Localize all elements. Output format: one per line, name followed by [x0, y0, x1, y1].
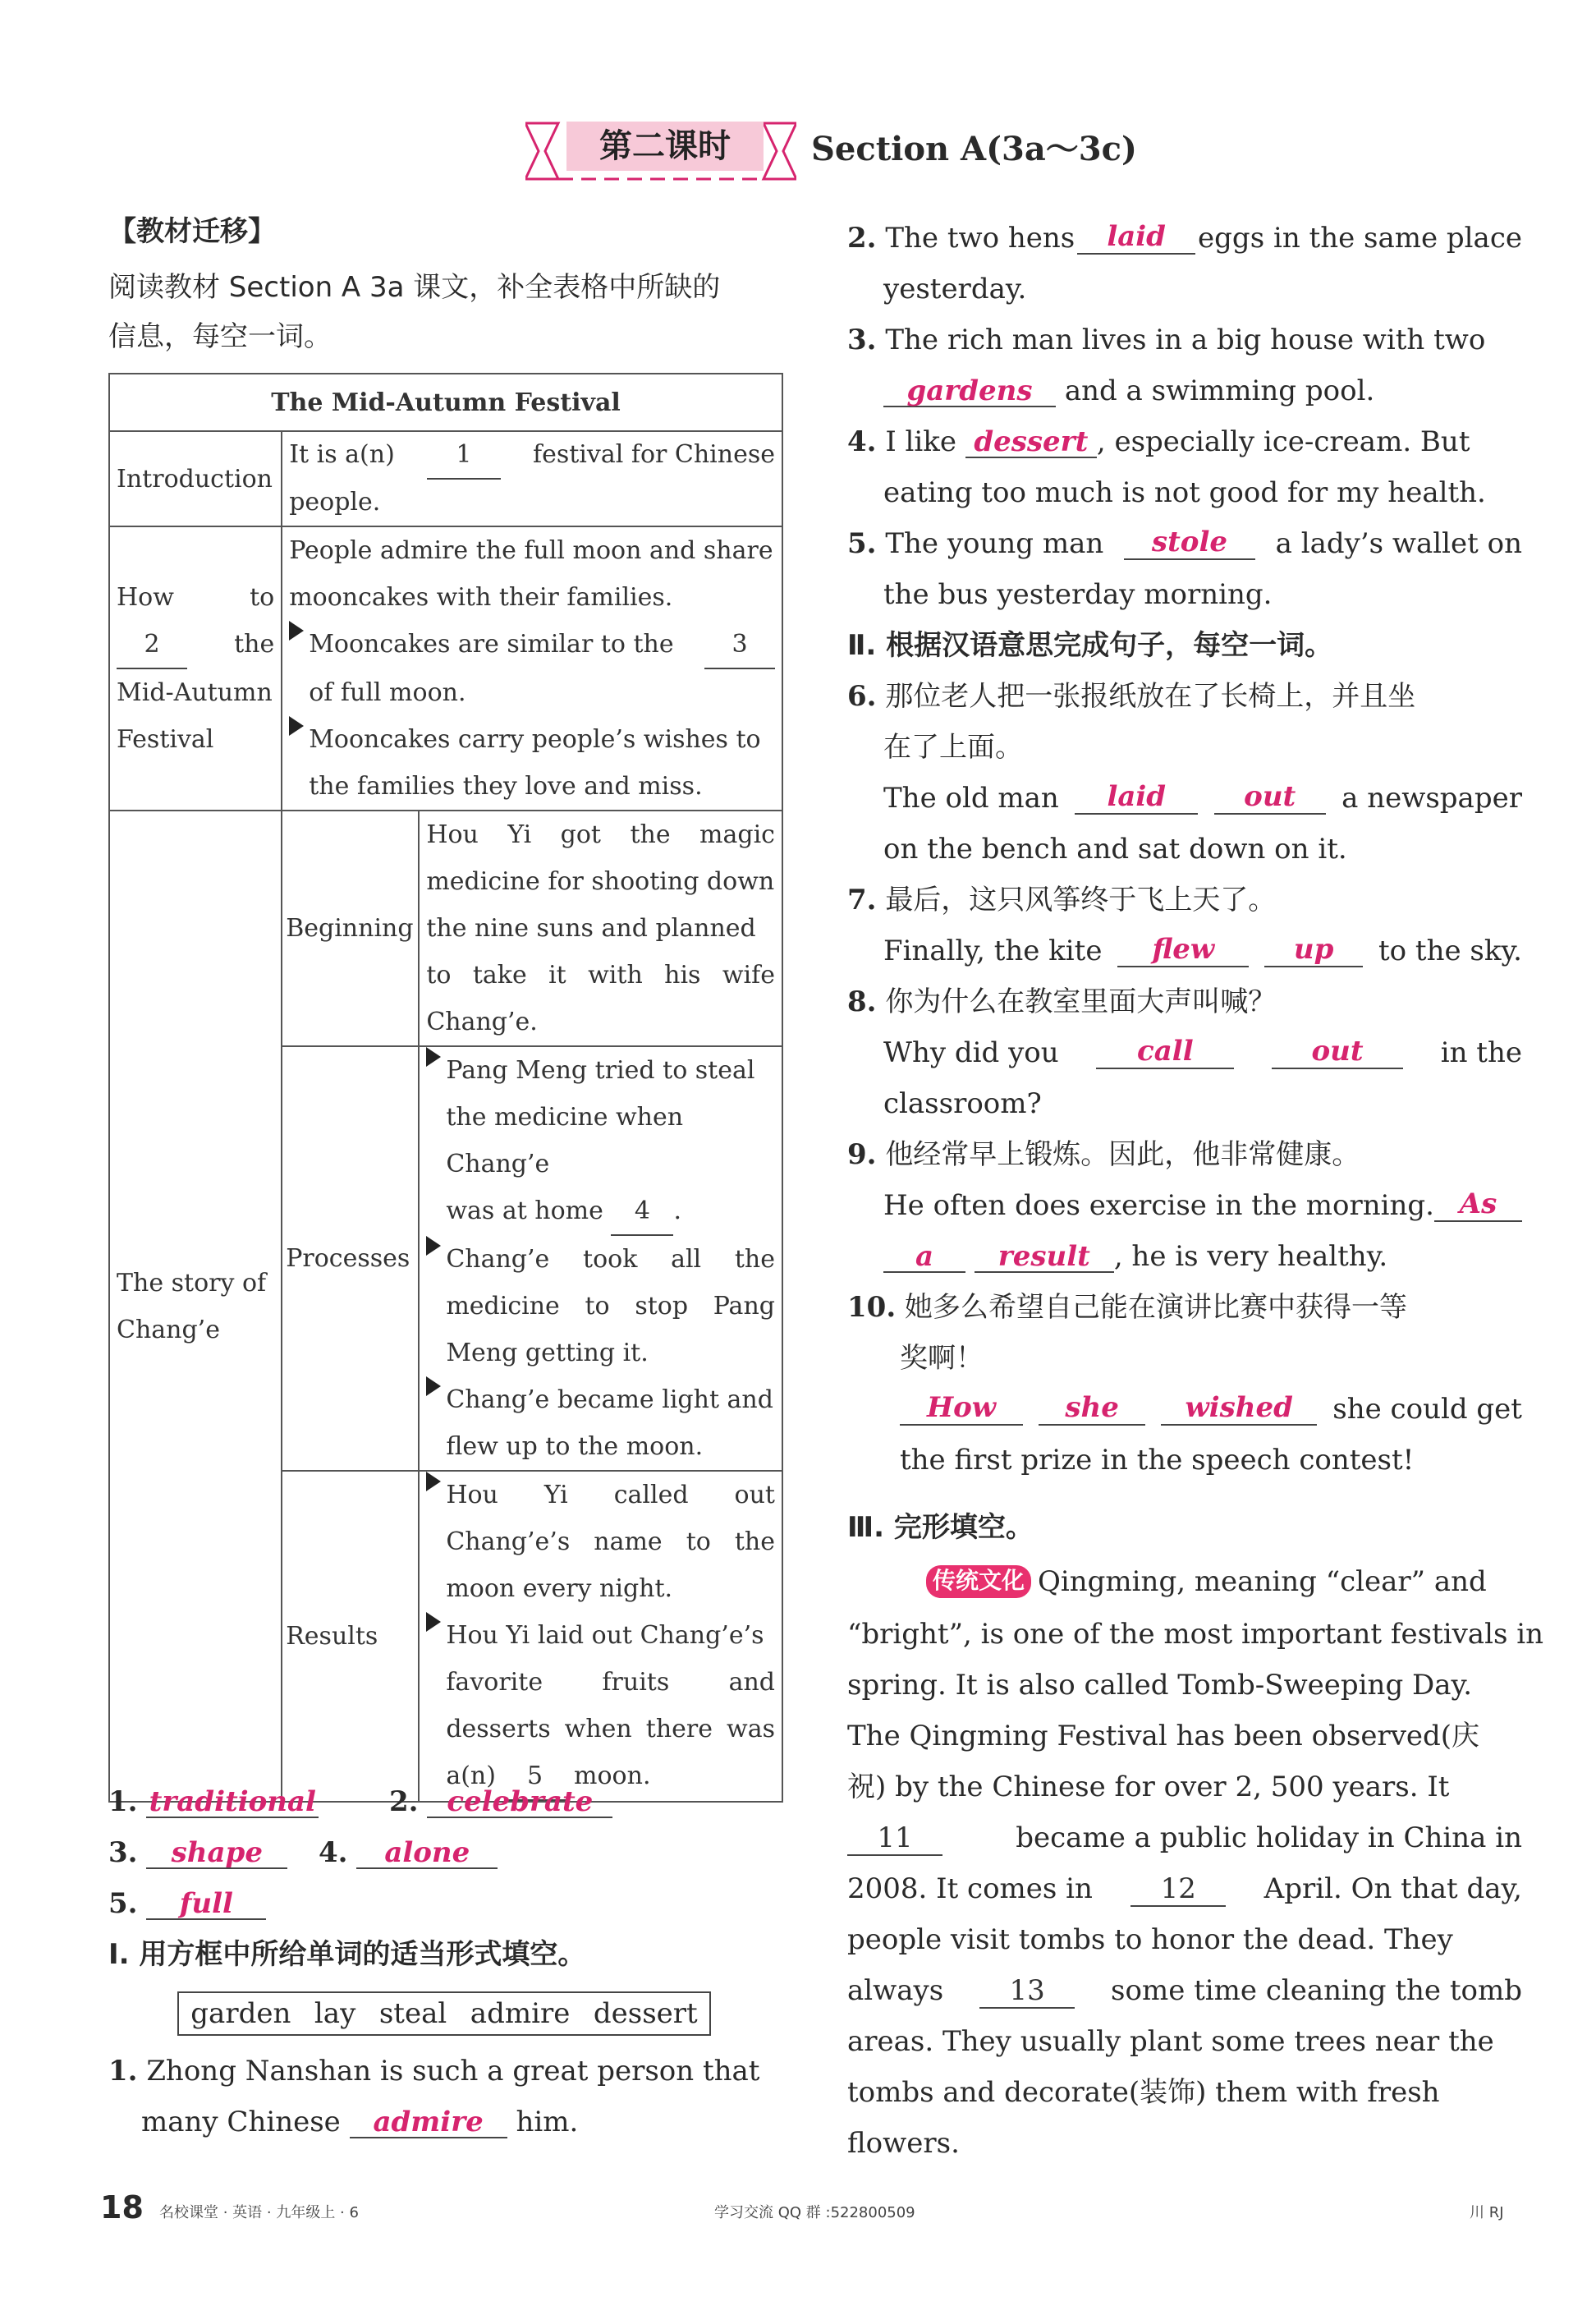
question-9-chinese: 9. 他经常早上锻炼。因此，他非常健康。	[847, 1138, 1360, 1171]
instruction-line-2: 信息，每空一词。	[108, 320, 332, 353]
question-2-line-2: yesterday.	[883, 273, 1027, 305]
passage-line-5: 祝) by the Chinese for over 2, 500 years. It	[847, 1771, 1450, 1803]
blank-11: 11	[847, 1821, 942, 1856]
bullet-icon	[426, 1612, 441, 1632]
processes-text: Pang Meng tried to steal the medicine when Chang’e was at home 4 . Chang’e took all the medicine to stop Pang Meng getting it. Chang’e became light and flew up to the moon.	[419, 1046, 782, 1471]
beginning-label: Beginning	[282, 811, 419, 1046]
word-box	[177, 1991, 711, 2036]
page-number: 18	[100, 2189, 144, 2225]
word-garden: garden	[190, 1997, 291, 2030]
blank-2: 2	[117, 621, 187, 669]
question-7-chinese: 7. 最后，这只风筝终于飞上天了。	[847, 884, 1277, 916]
question-10-chinese-1: 10. 她多么希望自己能在演讲比赛中获得一等	[847, 1291, 1407, 1324]
bullet-icon	[289, 621, 304, 641]
question-2-line-1: 2. The two hens laid eggs in the same place	[847, 220, 1522, 255]
passage-line-12: flowers.	[847, 2127, 960, 2160]
bullet-icon	[426, 1376, 441, 1396]
part-1-heading: Ⅰ. 用方框中所给单词的适当形式填空。	[108, 1938, 586, 1971]
blank-3: 3	[704, 621, 775, 669]
processes-label: Processes	[282, 1046, 419, 1471]
question-7-english: Finally, the kite flew up to the sky.	[883, 933, 1522, 967]
intro-label: Introduction	[109, 431, 282, 526]
question-9-english-2: a result , he is very healthy.	[883, 1240, 1387, 1273]
passage-line-10: areas. They usually plant some trees near the	[847, 2025, 1494, 2058]
question-4-line-1: 4. I like dessert , especially ice-cream. But	[847, 425, 1470, 458]
section-title: Section A(3a～3c)	[811, 130, 1137, 168]
story-label: The story of Chang’e	[109, 811, 282, 1802]
question-5-line-1: 5. The young man stole a lady’s wallet on	[847, 526, 1522, 560]
passage-line-7: 2008. It comes in 12 April. On that day,	[847, 1872, 1522, 1905]
passage-line-1: 传统文化 Qingming, meaning “clear” and	[926, 1565, 1522, 1598]
how-line-3: Mid-Autumn	[117, 678, 273, 707]
how-line-4: Festival	[117, 725, 214, 754]
festival-table	[108, 373, 783, 1803]
table-caption: The Mid-Autumn Festival	[109, 374, 782, 431]
question-6-chinese-1: 6. 那位老人把一张报纸放在了长椅上，并且坐	[847, 680, 1416, 713]
intro-line-2: people.	[289, 488, 381, 517]
culture-tag: 传统文化	[926, 1565, 1031, 1598]
word-lay: lay	[314, 1997, 356, 2030]
question-9-english-1: He often does exercise in the morning. As	[883, 1189, 1522, 1222]
question-4-line-2: eating too much is not good for my health.	[883, 476, 1486, 509]
how-para-1: People admire the full moon and share	[289, 536, 773, 565]
answer-1: 1. traditional	[108, 1785, 319, 1818]
word-admire: admire	[470, 1997, 571, 2030]
part-3-heading: Ⅲ. 完形填空。	[847, 1511, 1034, 1544]
blank-1: 1	[427, 432, 501, 480]
bullet-icon	[426, 1236, 441, 1256]
bullet-icon	[426, 1472, 441, 1491]
how-line-1: How to	[117, 583, 275, 612]
question-8-chinese: 8. 你为什么在教室里面大声叫喊？	[847, 985, 1277, 1018]
passage-line-9: always 13 some time cleaning the tomb	[847, 1974, 1522, 2007]
question-6-english-2: on the bench and sat down on it.	[883, 833, 1347, 866]
intro-line-1: It is a(n) 1 festival for Chinese	[289, 432, 775, 480]
question-1-line-1: 1. Zhong Nanshan is such a great person that	[108, 2055, 760, 2088]
lesson-title: 第二课时	[566, 122, 764, 171]
how-line-2: 2 the	[117, 621, 274, 669]
question-3-line-2: gardens and a swimming pool.	[883, 374, 1374, 407]
passage-line-6: 11 became a public holiday in China in	[847, 1821, 1522, 1856]
how-bullet-2: Mooncakes carry people’s wishes to the families they love and miss.	[289, 716, 775, 810]
blank-4: 4	[611, 1187, 673, 1236]
question-10-chinese-2: 奖啊！	[900, 1342, 984, 1375]
results-label: Results	[282, 1471, 419, 1802]
answer-5: 5. full	[108, 1887, 266, 1920]
question-8-english-1: Why did you call out in the	[883, 1035, 1522, 1069]
passage-line-4: The Qingming Festival has been observed(庆	[847, 1720, 1480, 1752]
qq-group: 学习交流 QQ 群 :522800509	[714, 2204, 915, 2221]
book-info: 名校课堂 · 英语 · 九年级上 · 6	[159, 2204, 359, 2221]
heading-transfer: 【教材迁移】	[108, 215, 276, 248]
edition: 川 RJ	[1470, 2204, 1504, 2221]
bullet-icon	[289, 716, 304, 736]
instruction-line-1: 阅读教材 Section A 3a 课文，补全表格中所缺的	[108, 271, 721, 304]
answer-2: 2. celebrate	[389, 1785, 612, 1818]
question-6-english-1: The old man laid out a newspaper	[883, 780, 1522, 815]
results-text: Hou Yi called out Chang’e’s name to the moon every night. Hou Yi laid out Chang’e’s favorite fruits and desserts when there was a(n) 5 moon.	[419, 1471, 782, 1802]
question-5-line-2: the bus yesterday morning.	[883, 578, 1273, 611]
blank-12: 12	[1130, 1872, 1226, 1907]
word-steal: steal	[378, 1997, 447, 2030]
question-10-english-2: the first prize in the speech contest!	[900, 1444, 1415, 1477]
bullet-icon	[426, 1047, 441, 1067]
part-2-heading: Ⅱ. 根据汉语意思完成句子，每空一词。	[847, 629, 1333, 662]
how-bullet-1: Mooncakes are similar to the 3 of full moon.	[289, 621, 775, 716]
question-6-chinese-2: 在了上面。	[883, 731, 1023, 764]
passage-line-8: people visit tombs to honor the dead. They	[847, 1923, 1453, 1956]
blank-13: 13	[979, 1974, 1075, 2009]
question-10-english-1: How she wished she could get	[900, 1393, 1522, 1426]
question-8-english-2: classroom?	[883, 1087, 1042, 1120]
answer-4: 4. alone	[319, 1836, 498, 1869]
beginning-text: Hou Yi got the magic medicine for shooting down the nine suns and planned to take it with his wife Chang’e.	[419, 811, 782, 1046]
passage-line-2: “bright”, is one of the most important festivals in	[847, 1618, 1543, 1651]
answer-3: 3. shape	[108, 1836, 287, 1869]
how-para-2: mooncakes with their families.	[289, 583, 673, 612]
passage-line-3: spring. It is also called Tomb-Sweeping Day.	[847, 1669, 1473, 1702]
word-dessert: dessert	[593, 1997, 698, 2030]
question-1-line-2: many Chinese admire him.	[141, 2106, 579, 2138]
passage-line-11: tombs and decorate(装饰) them with fresh	[847, 2076, 1440, 2109]
question-3-line-1: 3. The rich man lives in a big house with two	[847, 324, 1486, 356]
blank-5: 5	[504, 1752, 566, 1801]
